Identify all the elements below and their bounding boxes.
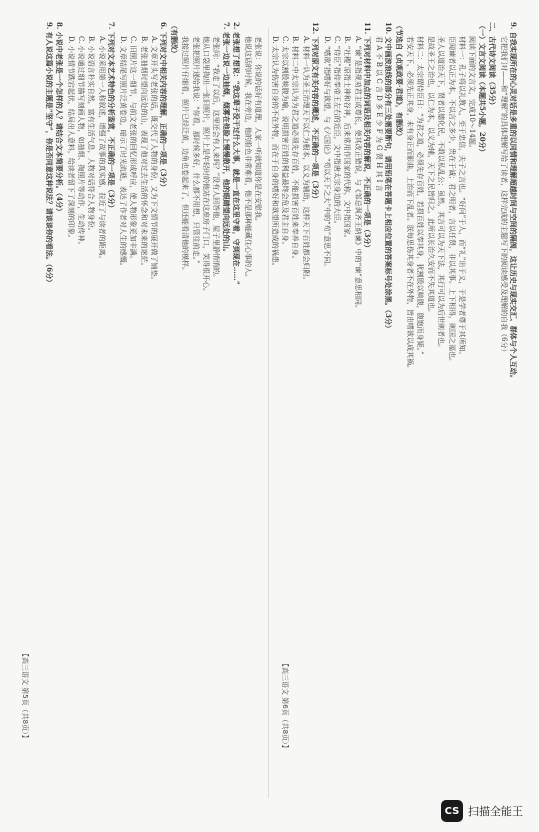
- text-line: 材料一：孔子将以礼教人，至于忠信，夫子之言也。“好问”于人，而“礼”出于义，于是学者尊于其所知。: [457, 36, 466, 359]
- text-line: B. 老张抽烟时望向远处的山，表现了他对过去生活的怀念和对未来的迷茫。: [139, 36, 148, 270]
- text-line: A. 小说采用第一人称叙述，增强了故事的真实感，拉近了与读者的距离。: [97, 36, 106, 263]
- watermark-text: 扫描全能王: [468, 805, 523, 818]
- text-line: 材料二：太宗谓侍臣曰：“为君之道，必须先存百姓，若损百姓以奉其身，犹割股以啖腹，腹饱而身毙。”: [416, 36, 425, 355]
- text-line: C. 小说通过细节描写刻画人物，如抽烟、掏照片等动作，生动传神。: [77, 36, 86, 249]
- text-line: 是故圣王之治也，以仁为本，以义为辅，天下之民皆归之，此所以长治久安而不失其道也。: [426, 36, 435, 316]
- text-line: 臣闻谏者以正为本，不以言之多少，贵在于诚；君之明者，言以任贤，非以其事。上下相得，则国之福也。: [447, 36, 456, 365]
- text-line: 8. 小说中老张是一个怎样的人？请结合文本简要分析。（4分）: [55, 22, 65, 216]
- camscanner-logo-icon: CS: [441, 800, 463, 822]
- text-line: 圣人以道治天下，贤者以德化民，不敢以私乱公；虽然，其言可以为天下法，其行可以为后世则者也。: [437, 36, 446, 351]
- text-line: （有删改）: [169, 22, 179, 57]
- scanner-watermark: [441, 800, 523, 822]
- text-line: 老张说：你说的话好有道理，人家一听就知道你是在安慰我。: [254, 36, 262, 225]
- text-line: B. 小说语言朴实自然，富有生活气息，人物对话符合人物身份。: [87, 36, 96, 235]
- text-line: 6. 下列对文中相关内容的理解，正确的一项是（3分）: [159, 22, 169, 191]
- page-5-footer: 【高三语文 第5页（共8页）】: [21, 650, 29, 742]
- text-line: 11. 下列对材料中加点的词语及相关内容的解说，不正确的一项是（3分）: [363, 22, 373, 252]
- page-5-text: [44, 22, 262, 822]
- text-line: A. 材料一认为圣王治理天下以仁为根本，以义为辅助，这样天下百姓都会归附。: [301, 36, 310, 284]
- text-line: 12. 下列对原文有关内容的概述，不正确的一项是（3分）: [311, 22, 321, 203]
- text-line: 他说这话的时候，我在旁边，他的脸色非常难看，他不是那种能藏住心事的人。: [243, 36, 252, 281]
- text-line: B. 材料二中太宗认为为君之道必须先存百姓，不能损害百姓来奉养自身。: [291, 36, 300, 263]
- page-6-footer: 【高三语文 第6页（共8页）】: [281, 660, 289, 752]
- text-line: D. 文章结尾写照片泛黄卷边，暗示了时光流逝，表达了作者对人生的感慨。: [118, 36, 127, 270]
- text-line: 它把我们对——和“理解”的具体理解写给了读者，这样完成的主题写下的阅读感受及理解的自我（6分）: [499, 36, 508, 356]
- page-6-text: [269, 22, 518, 822]
- text-line: A. 文章开头写老张的话，既交代了人物的身份，又为下文情节的展开做了铺垫。: [149, 36, 158, 284]
- text-line: 9. 有人说这篇小说的主题是“坚守”，你是否同意这种说法？请谈谈你的看法。（6分）: [44, 22, 54, 287]
- text-line: 他从口袋里掏出一张旧照片，照片上是年轻时的他站在这座房子门口，笑得很开心。: [201, 36, 210, 295]
- text-line: 老张问：“我走了以后，这里还会有人来吗？”没有人回答他，屋子里静悄悄的。: [212, 36, 221, 282]
- text-line: 我接过照片仔细看，照片已经泛黄，边角也卷起来了，但还能看清他的模样。: [181, 36, 190, 274]
- exam-page-5: [12, 22, 262, 822]
- text-line: C. 旧照片这一细节，与前文老张的回忆形成呼应，使人物形象更加丰满。: [129, 36, 138, 263]
- text-line: 老张把照片递给我说：“你看，那时候多好，什么都不用想，只管往前走。”: [191, 36, 200, 264]
- text-line: 7. 下列对文本艺术特色的分析鉴赏，不正确的一项是（3分）: [107, 22, 117, 212]
- text-line: 阅读下面的文言文，完成10～14题。: [468, 36, 477, 152]
- exam-page-6: [268, 22, 518, 822]
- text-line: 君 A 不 B 以 C 言 D 多 E 少 F 为 G 贤 H 其 I 言: [374, 36, 383, 192]
- text-line: 10. 文中画波浪线的部分有三处需要断句，请用铅笔在答题卡上相应位置的答案标号处涂黑。（3分）: [384, 22, 394, 332]
- text-line: （一）文言文阅读（本题共5小题，20分）: [477, 22, 487, 156]
- text-line: 7. 老张一边说一边抽烟，烟雾在他脸上慢慢散开，他的眼睛望向远处的山。: [221, 22, 231, 256]
- text-line: D. “嗜欲”指嗜好与欲望，与《六国论》“苟以天下之大”中的“苟”意思不同。: [322, 36, 331, 271]
- text-line: D. 太宗认为伤害自身的不在外物，而在于自身的嗜好和欲望所造成的祸患。: [270, 36, 279, 270]
- text-line: 9. 自我实现所在的心灵对话是多重的以同情和理解超越时间与空间的隔阂，这让历史与现实交汇、群体与个人互动。: [509, 22, 518, 382]
- text-line: A. “谏”是指规劝君主或尊长，使其改正错误，与《邹忌讽齐王纳谏》中的“谏”意思相同。: [353, 36, 362, 312]
- text-line: 若安天下，必须先正其身，未有身正而影曲，上治而下乱者。朕每思伤其身者不在外物，皆由嗜欲以成其祸。: [405, 36, 414, 372]
- text-line: 2. 老张想了想说：“我这辈子没干过什么大事，就是一直在这里守着，守到现在……”: [232, 22, 242, 285]
- text-line: D. 小说情节跌宕起伏，结局出人意料，给读者留下了深刻的印象。: [66, 36, 75, 242]
- text-line: C. “侍臣”指侍奉帝王左右的近臣，文中指唐太宗身边的大臣。: [333, 36, 342, 228]
- text-line: B. “社稷”原指土神和谷神，后来常用作国家的代称，文中指国家。: [343, 36, 352, 242]
- text-line: 二、古代诗文阅读（35分）: [488, 22, 498, 109]
- text-line: C. 太宗以割股啖腹为喻，说明损害百姓的利益最终会危及君主自身。: [281, 36, 290, 249]
- text-line: （节选自《贞观政要·君道》，有删改）: [394, 22, 404, 140]
